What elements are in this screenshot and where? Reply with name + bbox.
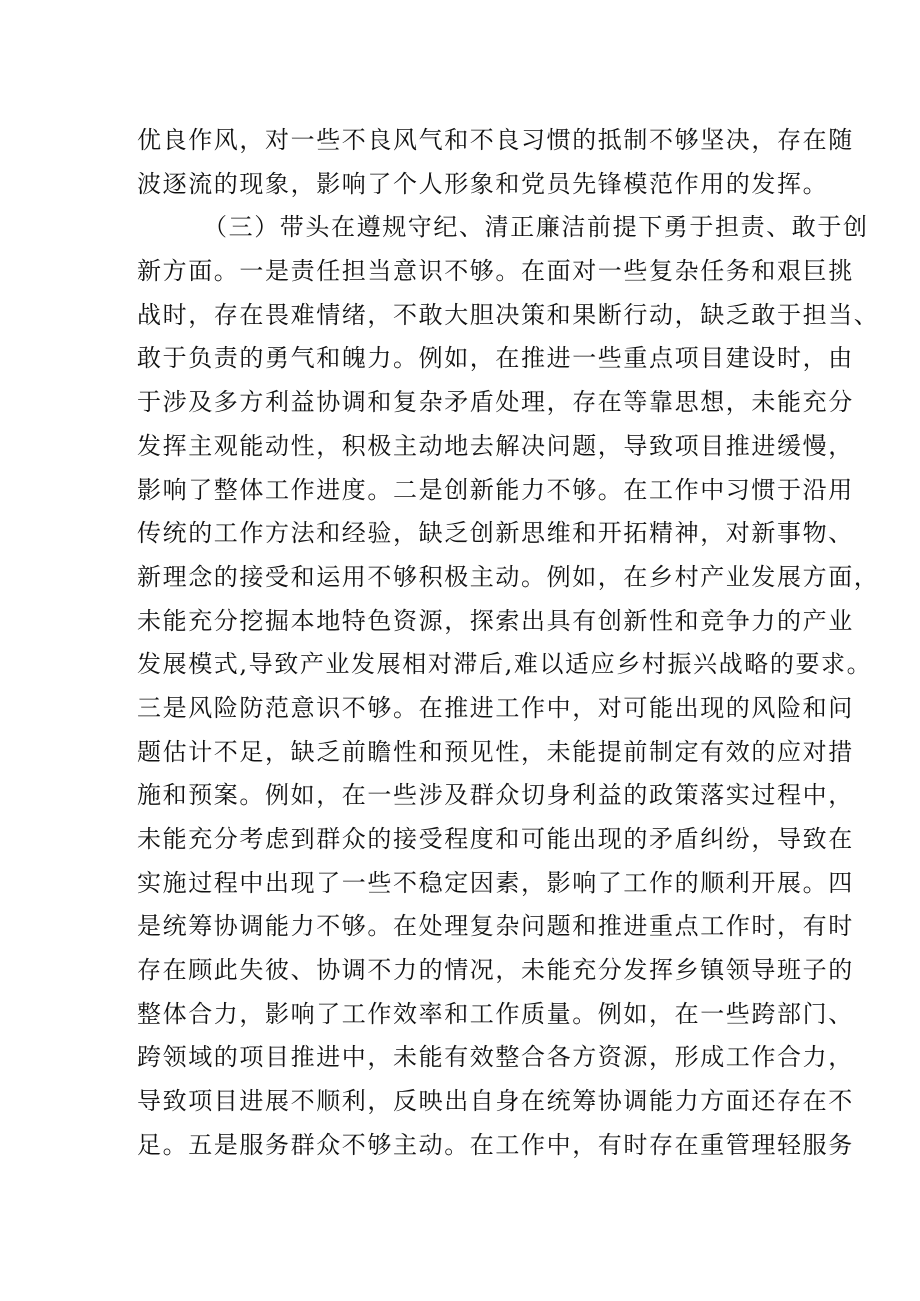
text-line-18: 实施过程中出现了一些不稳定因素，影响了工作的顺利开展。四: [137, 868, 854, 897]
text-line-1: 优良作风，对一些不良风气和不良习惯的抵制不够坚决，存在随: [137, 126, 854, 154]
text-line-4: 新方面。一是责任担当意识不够。在面对一些复杂任务和艰巨挑: [137, 257, 854, 286]
text-line-21: 整体合力，影响了工作效率和工作质量。例如，在一些跨部门、: [137, 999, 854, 1028]
text-line-13: 发展模式,导致产业发展相对滞后,难以适应乡村振兴战略的要求。: [137, 650, 873, 679]
text-line-12: 未能充分挖掘本地特色资源，探索出具有创新性和竞争力的产业: [137, 606, 854, 635]
text-line-23: 导致项目进展不顺利，反映出自身在统筹协调能力方面还存在不: [137, 1087, 854, 1116]
text-line-22: 跨领域的项目推进中，未能有效整合各方资源，形成工作合力，: [137, 1043, 854, 1072]
text-line-5: 战时，存在畏难情绪，不敢大胆决策和果断行动，缺乏敢于担当、: [137, 300, 880, 329]
text-line-2: 波逐流的现象，影响了个人形象和党员先锋模范作用的发挥。: [137, 169, 829, 198]
text-line-14: 三是风险防范意识不够。在推进工作中，对可能出现的风险和问: [137, 693, 854, 722]
body-text: [137, 119, 880, 1168]
text-line-24: 足。五是服务群众不够主动。在工作中，有时存在重管理轻服务: [137, 1130, 854, 1159]
text-line-19: 是统筹协调能力不够。在处理复杂问题和推进重点工作时，有时: [137, 912, 854, 941]
section-heading-line: （三）带头在遵规守纪、清正廉洁前提下勇于担责、敢于创: [203, 213, 869, 242]
text-line-7: 于涉及多方利益协调和复杂矛盾处理，存在等靠思想，未能充分: [137, 388, 854, 417]
text-line-15: 题估计不足，缺乏前瞻性和预见性，未能提前制定有效的应对措: [137, 737, 854, 766]
text-line-10: 传统的工作方法和经验，缺乏创新思维和开拓精神，对新事物、: [137, 519, 854, 548]
text-line-20: 存在顾此失彼、协调不力的情况，未能充分发挥乡镇领导班子的: [137, 956, 854, 985]
text-line-9: 影响了整体工作进度。二是创新能力不够。在工作中习惯于沿用: [137, 475, 854, 504]
text-line-8: 发挥主观能动性，积极主动地去解决问题，导致项目推进缓慢，: [137, 431, 854, 460]
text-line-17: 未能充分考虑到群众的接受程度和可能出现的矛盾纠纷，导致在: [137, 825, 854, 853]
text-line-16: 施和预案。例如，在一些涉及群众切身利益的政策落实过程中，: [137, 781, 854, 810]
text-line-6: 敢于负责的勇气和魄力。例如，在推进一些重点项目建设时，由: [137, 344, 854, 373]
text-line-11: 新理念的接受和运用不够积极主动。例如，在乡村产业发展方面，: [137, 562, 880, 591]
